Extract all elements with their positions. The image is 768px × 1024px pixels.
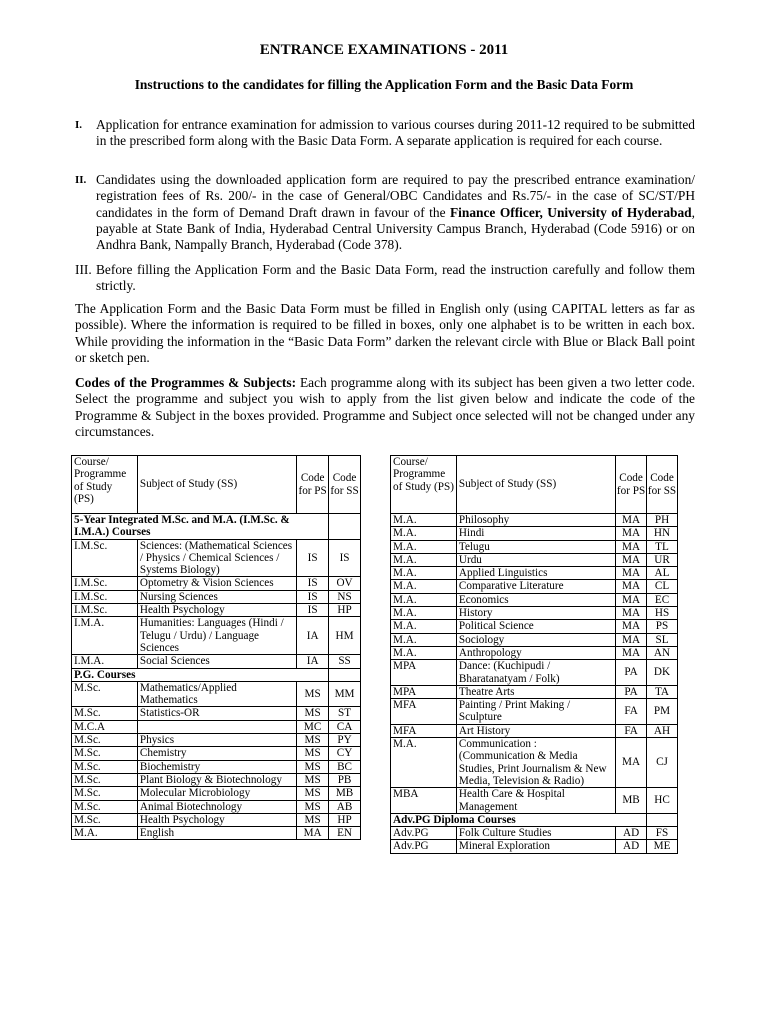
code-ss-cell: PM xyxy=(647,699,678,725)
table-row xyxy=(391,567,678,580)
instruction-number: III. xyxy=(75,262,92,277)
subject-cell: Mathematics/Applied Mathematics xyxy=(137,681,296,707)
table-row xyxy=(72,604,361,617)
code-ps-cell: MA xyxy=(616,593,647,606)
table-row xyxy=(391,660,678,686)
header-subject: Subject of Study (SS) xyxy=(137,456,296,514)
subject-cell: Social Sciences xyxy=(137,655,296,668)
subject-cell: Comparative Literature xyxy=(456,580,615,593)
subject-cell: Health Psychology xyxy=(137,813,296,826)
subject-cell: Animal Biotechnology xyxy=(137,800,296,813)
course-cell: M.A. xyxy=(72,827,138,840)
course-cell: M.Sc. xyxy=(72,747,138,760)
subject-cell: Anthropology xyxy=(456,646,615,659)
course-cell: M.A. xyxy=(391,580,457,593)
code-ps-cell: FA xyxy=(616,724,647,737)
course-cell: M.Sc. xyxy=(72,773,138,786)
table-row xyxy=(72,800,361,813)
table-row xyxy=(391,514,678,527)
code-ss-cell: BC xyxy=(329,760,361,773)
code-ss-cell: AB xyxy=(329,800,361,813)
instruction-number: I. xyxy=(75,119,83,131)
section-row xyxy=(72,668,361,681)
course-cell: I.M.Sc. xyxy=(72,604,138,617)
instruction-2 xyxy=(75,172,695,253)
code-ss-cell: TA xyxy=(647,685,678,698)
table-row xyxy=(391,646,678,659)
table-row xyxy=(72,539,361,577)
instruction-text: Application for entrance examination for admission to various courses during 2011-12 required to be submitted in the prescribed form along with the Basic Data Form. A separate application is required for each course. xyxy=(96,117,695,149)
code-ss-cell: PS xyxy=(647,620,678,633)
course-cell: MFA xyxy=(391,699,457,725)
code-ps-cell: MS xyxy=(297,773,329,786)
subject-cell: Economics xyxy=(456,593,615,606)
code-ps-cell: MA xyxy=(616,633,647,646)
code-ss-cell: FS xyxy=(647,827,678,840)
code-ss-cell: CY xyxy=(329,747,361,760)
section-row xyxy=(391,813,678,826)
course-cell: M.Sc. xyxy=(72,813,138,826)
code-ps-cell: MS xyxy=(297,747,329,760)
code-ss-cell: UR xyxy=(647,553,678,566)
subject-cell: Biochemistry xyxy=(137,760,296,773)
header-code-ss: Code for SS xyxy=(329,456,361,514)
course-cell: M.Sc. xyxy=(72,800,138,813)
code-ss-cell: OV xyxy=(329,577,361,590)
code-ps-cell: MA xyxy=(616,553,647,566)
code-ps-cell: MC xyxy=(297,720,329,733)
code-ss-cell: MB xyxy=(329,787,361,800)
subject-cell: Dance: (Kuchipudi / Bharatanatyam / Folk) xyxy=(456,660,615,686)
table-row xyxy=(72,655,361,668)
codes-paragraph xyxy=(75,375,695,440)
code-ss-cell: ST xyxy=(329,707,361,720)
code-ss-cell: TL xyxy=(647,540,678,553)
table-row xyxy=(391,527,678,540)
table-row xyxy=(391,840,678,853)
subject-cell: Sociology xyxy=(456,633,615,646)
table-row xyxy=(391,607,678,620)
code-ps-cell: MA xyxy=(616,514,647,527)
header-course: Course/ Programme of Study (PS) xyxy=(72,456,138,514)
section-heading: 5-Year Integrated M.Sc. and M.A. (I.M.Sc. & I.M.A.) Courses xyxy=(72,514,329,540)
table-row xyxy=(391,685,678,698)
subject-cell: Telugu xyxy=(456,540,615,553)
table-row xyxy=(72,734,361,747)
section-row xyxy=(72,514,361,540)
table-row xyxy=(72,813,361,826)
section-heading: Adv.PG Diploma Courses xyxy=(391,813,647,826)
code-ps-cell: MA xyxy=(616,540,647,553)
page-title: ENTRANCE EXAMINATIONS - 2011 xyxy=(259,42,509,58)
course-cell: M.A. xyxy=(391,514,457,527)
subject-cell: Folk Culture Studies xyxy=(456,827,615,840)
code-ss-cell: PB xyxy=(329,773,361,786)
codes-table-right xyxy=(390,455,678,854)
course-cell: Adv.PG xyxy=(391,840,457,853)
finance-officer-text: Finance Officer, University of Hyderabad xyxy=(450,204,692,220)
course-cell: M.Sc. xyxy=(72,707,138,720)
table-row xyxy=(391,633,678,646)
subject-cell: Applied Linguistics xyxy=(456,567,615,580)
course-cell: M.A. xyxy=(391,738,457,788)
table-row xyxy=(72,681,361,707)
subject-cell: Political Science xyxy=(456,620,615,633)
code-ps-cell: MA xyxy=(616,738,647,788)
code-ss-cell: SS xyxy=(329,655,361,668)
codes-heading: Codes of the Programmes & Subjects: xyxy=(75,375,297,390)
code-ss-cell: AL xyxy=(647,567,678,580)
code-ss-cell: HC xyxy=(647,788,678,814)
header-code-ps: Code for PS xyxy=(616,456,647,514)
table-row xyxy=(72,773,361,786)
code-ss-cell: AH xyxy=(647,724,678,737)
course-cell: M.Sc. xyxy=(72,734,138,747)
instruction-3 xyxy=(75,262,695,295)
subject-cell: Health Care & Hospital Management xyxy=(456,788,615,814)
table-row xyxy=(391,699,678,725)
code-ss-cell: HP xyxy=(329,604,361,617)
page-subtitle: Instructions to the candidates for filling the Application Form and the Basic Data Form xyxy=(134,77,634,92)
table-row xyxy=(391,788,678,814)
table-row xyxy=(391,540,678,553)
table-row xyxy=(72,747,361,760)
subject-cell: Optometry & Vision Sciences xyxy=(137,577,296,590)
code-ss-cell: EN xyxy=(329,827,361,840)
empty-cell xyxy=(647,813,678,826)
code-ps-cell: PA xyxy=(616,660,647,686)
code-ss-cell: HN xyxy=(647,527,678,540)
table-row xyxy=(391,553,678,566)
table-row xyxy=(391,620,678,633)
subject-cell: Communication : (Communication & Media Studies, Print Journalism & New Media, Television & Radio) xyxy=(456,738,615,788)
table-row xyxy=(391,593,678,606)
subject-cell: Mineral Exploration xyxy=(456,840,615,853)
code-ss-cell: DK xyxy=(647,660,678,686)
instruction-text-continued: , payable at State Bank of India, Hyderabad Central University Campus Branch, Hyderabad (Code 5916) or on Andhra Bank, Nampally Branch, Hyderabad (Code 378). xyxy=(96,204,695,253)
codes-text: Each programme along with its subject has been given a two letter code. Select the programme and subject you wish to apply from the list given below and indicate the code of the Programme & Subject in the boxes provided. Programme and Subject once selected will not be changed under any circumstances. xyxy=(75,375,695,439)
course-cell: I.M.Sc. xyxy=(72,577,138,590)
code-ps-cell: IA xyxy=(297,655,329,668)
code-ps-cell: IS xyxy=(297,539,329,577)
course-cell: M.A. xyxy=(391,540,457,553)
course-cell: I.M.A. xyxy=(72,617,138,655)
subject-cell xyxy=(137,720,296,733)
code-ss-cell: ME xyxy=(647,840,678,853)
table-row xyxy=(391,827,678,840)
code-ps-cell: MB xyxy=(616,788,647,814)
subject-cell: Chemistry xyxy=(137,747,296,760)
table-row xyxy=(72,720,361,733)
code-ps-cell: PA xyxy=(616,685,647,698)
subject-cell: History xyxy=(456,607,615,620)
subject-cell: Statistics-OR xyxy=(137,707,296,720)
table-row xyxy=(72,617,361,655)
course-cell: M.Sc. xyxy=(72,787,138,800)
code-ps-cell: MS xyxy=(297,734,329,747)
subject-cell: Humanities: Languages (Hindi / Telugu / Urdu) / Language Sciences xyxy=(137,617,296,655)
course-cell: M.A. xyxy=(391,527,457,540)
table-row xyxy=(72,707,361,720)
subject-cell: Health Psychology xyxy=(137,604,296,617)
course-cell: M.A. xyxy=(391,593,457,606)
code-ss-cell: MM xyxy=(329,681,361,707)
form-filling-paragraph: The Application Form and the Basic Data Form must be filled in English only (using CAPITAL letters as far as possible). Where the information is required to be filled in boxes, only one alphabet is to be written in each box. While providing the information in the “Basic Data Form” darken the relevant circle with Blue or Black Ball point or sketch pen. xyxy=(75,301,695,365)
subject-cell: Sciences: (Mathematical Sciences / Physics / Chemical Sciences / Systems Biology) xyxy=(137,539,296,577)
subject-cell: Physics xyxy=(137,734,296,747)
code-ps-cell: FA xyxy=(616,699,647,725)
code-ps-cell: MS xyxy=(297,800,329,813)
subject-cell: Theatre Arts xyxy=(456,685,615,698)
header-code-ps: Code for PS xyxy=(297,456,329,514)
code-ps-cell: MS xyxy=(297,760,329,773)
subject-cell: Art History xyxy=(456,724,615,737)
course-cell: M.A. xyxy=(391,567,457,580)
subject-cell: English xyxy=(137,827,296,840)
code-ps-cell: IA xyxy=(297,617,329,655)
course-cell: MBA xyxy=(391,788,457,814)
instruction-text: Before filling the Application Form and the Basic Data Form, read the instruction carefully and follow them strictly. xyxy=(96,262,695,294)
code-ps-cell: MA xyxy=(616,646,647,659)
code-ps-cell: MA xyxy=(297,827,329,840)
instruction-1 xyxy=(75,117,695,150)
code-ps-cell: AD xyxy=(616,840,647,853)
course-cell: I.M.A. xyxy=(72,655,138,668)
code-ps-cell: MA xyxy=(616,527,647,540)
subject-cell: Urdu xyxy=(456,553,615,566)
course-cell: M.A. xyxy=(391,646,457,659)
code-ps-cell: AD xyxy=(616,827,647,840)
course-cell: M.Sc. xyxy=(72,760,138,773)
instruction-number: II. xyxy=(75,174,87,186)
empty-cell xyxy=(329,514,361,540)
course-cell: I.M.Sc. xyxy=(72,539,138,577)
code-ss-cell: EC xyxy=(647,593,678,606)
course-cell: M.Sc. xyxy=(72,681,138,707)
subject-cell: Painting / Print Making / Sculpture xyxy=(456,699,615,725)
empty-cell xyxy=(329,668,361,681)
course-cell: Adv.PG xyxy=(391,827,457,840)
table-row xyxy=(72,827,361,840)
subject-cell: Hindi xyxy=(456,527,615,540)
code-ss-cell: SL xyxy=(647,633,678,646)
code-ss-cell: IS xyxy=(329,539,361,577)
course-cell: M.A. xyxy=(391,633,457,646)
subject-cell: Molecular Microbiology xyxy=(137,787,296,800)
course-cell: M.A. xyxy=(391,607,457,620)
table-row xyxy=(72,577,361,590)
code-ps-cell: MS xyxy=(297,787,329,800)
code-ss-cell: HP xyxy=(329,813,361,826)
course-cell: M.C.A xyxy=(72,720,138,733)
course-cell: M.A. xyxy=(391,553,457,566)
subject-cell: Philosophy xyxy=(456,514,615,527)
course-cell: MPA xyxy=(391,660,457,686)
code-ss-cell: PY xyxy=(329,734,361,747)
instruction-text: Candidates using the downloaded application form are required to pay the prescribed entrance examination/ registration fees of Rs. 200/- in the case of General/OBC Candidates and Rs.75/- in the case of SC/ST/PH candidates in the form of Demand Draft drawn in favour of the xyxy=(96,172,695,220)
code-ps-cell: MA xyxy=(616,567,647,580)
code-ps-cell: IS xyxy=(297,604,329,617)
course-cell: MPA xyxy=(391,685,457,698)
table-row xyxy=(72,590,361,603)
section-heading: P.G. Courses xyxy=(72,668,329,681)
subject-cell: Nursing Sciences xyxy=(137,590,296,603)
code-ps-cell: MS xyxy=(297,681,329,707)
code-ss-cell: PH xyxy=(647,514,678,527)
code-ss-cell: AN xyxy=(647,646,678,659)
table-row xyxy=(391,724,678,737)
code-ss-cell: CJ xyxy=(647,738,678,788)
code-ps-cell: MA xyxy=(616,620,647,633)
code-ps-cell: IS xyxy=(297,577,329,590)
code-ss-cell: CL xyxy=(647,580,678,593)
code-ps-cell: MA xyxy=(616,607,647,620)
table-row xyxy=(72,760,361,773)
course-cell: M.A. xyxy=(391,620,457,633)
course-cell: MFA xyxy=(391,724,457,737)
code-ps-cell: MS xyxy=(297,707,329,720)
course-cell: I.M.Sc. xyxy=(72,590,138,603)
header-subject: Subject of Study (SS) xyxy=(456,456,615,514)
table-row xyxy=(391,580,678,593)
code-ps-cell: MS xyxy=(297,813,329,826)
table-row xyxy=(391,738,678,788)
codes-table-left xyxy=(71,455,361,840)
table-row xyxy=(72,787,361,800)
header-code-ss: Code for SS xyxy=(647,456,678,514)
code-ps-cell: IS xyxy=(297,590,329,603)
subject-cell: Plant Biology & Biotechnology xyxy=(137,773,296,786)
code-ss-cell: NS xyxy=(329,590,361,603)
code-ss-cell: HS xyxy=(647,607,678,620)
header-course: Course/ Programme of Study (PS) xyxy=(391,456,457,514)
code-ss-cell: HM xyxy=(329,617,361,655)
code-ss-cell: CA xyxy=(329,720,361,733)
code-ps-cell: MA xyxy=(616,580,647,593)
